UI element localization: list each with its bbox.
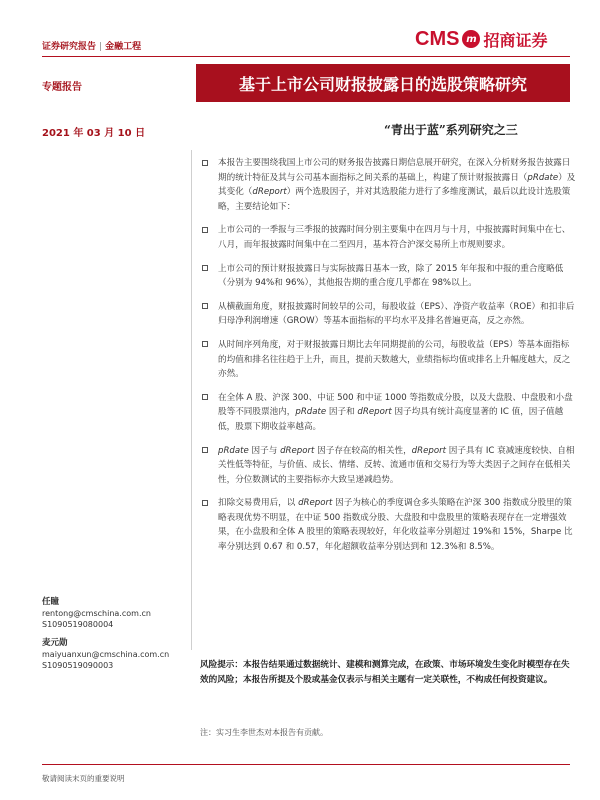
summary-item-text: 从时间序列角度，对于财报披露日期比去年同期提前的公司，每股收益（EPS）等基本面指标的均值和排名往往趋于上升，而且，提前天数越大，业绩指标均值或排名上升幅度越大，反之亦然。 xyxy=(218,339,571,380)
report-title-text: 基于上市公司财报披露日的选股策略研究 xyxy=(238,74,527,94)
summary-item xyxy=(200,300,576,329)
header-separator: | xyxy=(99,42,103,52)
analyst-license: S1090519080004 xyxy=(42,620,114,629)
summary-item xyxy=(200,262,576,291)
summary-item-text: 从横截面角度，财报披露时间较早的公司，每股收益（EPS）、净资产收益率（ROE）和扣非后归母净利润增速（GROW）等基本面指标的平均水平及排名普遍更高，反之亦然。 xyxy=(218,301,575,327)
summary-item xyxy=(200,156,576,214)
header-divider xyxy=(42,56,570,57)
square-bullet-icon xyxy=(202,303,208,309)
footer-disclaimer: 敬请阅读末页的重要说明 xyxy=(42,774,125,783)
report-date: 2021 年 03 月 10 日 xyxy=(42,128,146,139)
summary-item xyxy=(200,444,576,488)
risk-label: 风险提示： xyxy=(200,660,243,670)
analyst-block xyxy=(42,638,169,671)
summary-item-text: 上市公司的一季报与三季报的披露时间分别主要集中在四月与十月，中报披露时间集中在七、八月，而年报披露时间集中在二至四月，基本符合沪深交易所上市规则要求。 xyxy=(218,225,571,250)
square-bullet-icon xyxy=(202,500,208,506)
square-bullet-icon xyxy=(202,394,208,400)
logo-en-text: CMS xyxy=(415,27,460,50)
header-category xyxy=(42,39,141,52)
header-category-label: 证券研究报告 xyxy=(42,42,97,52)
summary-item-text: 本报告主要围绕我国上市公司的财务报告披露日期信息展开研究，在深入分析财务报告披露日期的统计特征及其与公司基本面指标之间关系的基础上，构建了预计财报披露日（pRdate）及其变化（dReport）两个选股因子，并对其选股能力进行了多维度测试，最后以此设计选股策略，主要结论如下： xyxy=(218,158,576,212)
risk-warning xyxy=(200,658,576,687)
logo-cn-text: 招商证券 xyxy=(483,30,548,50)
square-bullet-icon xyxy=(202,227,208,233)
header-subcategory-label: 金融工程 xyxy=(105,42,142,52)
summary-item xyxy=(200,223,576,252)
square-bullet-icon xyxy=(202,160,208,166)
report-type: 专题报告 xyxy=(42,82,82,93)
summary-item xyxy=(200,496,576,554)
analyst-name: 任瞳 xyxy=(42,597,60,607)
summary-list xyxy=(200,156,576,564)
analyst-name: 麦元勋 xyxy=(42,638,68,648)
analyst-email[interactable]: rentong@cmschina.com.cn xyxy=(42,609,151,618)
column-divider xyxy=(191,150,192,650)
summary-item xyxy=(200,338,576,382)
analyst-license: S1090519090003 xyxy=(42,661,114,670)
summary-item-text: pRdate 因子与 dReport 因子存在较高的相关性，dReport 因子具有 IC 衰减速度较快、自相关性低等特征，与价值、成长、情绪、反转、流通市值和交易行为等大类因子之间存在低相关性，分位数测试的主要指标亦大致呈递减趋势。 xyxy=(218,445,575,485)
summary-item-text: 扣除交易费用后，以 dReport 因子为核心的季度调仓多头策略在沪深 300 指数成分股里的策略表现优势不明显，在中证 500 指数成分股、大盘股和中盘股里的策略表现存在一定增强效果，在小盘股和全体 A 股里的策略表现较好，年化收益率分别超过 19%和 15%，Sharpe 比率分别达到 0.67 和 0.57，年化超额收益率分别达到和 12.3%和 8.5%。 xyxy=(218,498,573,553)
logo-badge-icon: m xyxy=(462,30,480,48)
risk-text: 本报告结果通过数据统计、建模和测算完成，在政策、市场环境发生变化时模型存在失效的风险；本报告所提及个股或基金仅表示与相关主题有一定关联性，不构成任何投资建议。 xyxy=(200,660,570,685)
summary-item-text: 上市公司的预计财报披露日与实际披露日基本一致，除了 2015 年年报和中报的重合度略低（分别为 94%和 96%），其他报告期的重合度几乎都在 98%以上。 xyxy=(218,263,564,289)
square-bullet-icon xyxy=(202,341,208,347)
summary-item-text: 在全体 A 股、沪深 300、中证 500 和中证 1000 等指数成分股，以及大盘股、中盘股和小盘股等不同股票池内，pRdate 因子和 dReport 因子均具有统计高度显著的 IC 值，因子值越低，股票下期收益率越高。 xyxy=(218,392,573,432)
analyst-block xyxy=(42,597,151,630)
square-bullet-icon xyxy=(202,447,208,453)
report-title xyxy=(196,64,570,102)
analyst-email[interactable]: maiyuanxun@cmschina.com.cn xyxy=(42,650,170,659)
intern-note: 注：实习生李世杰对本报告有贡献。 xyxy=(200,728,328,737)
square-bullet-icon xyxy=(202,265,208,271)
series-title: “青出于蓝”系列研究之三 xyxy=(384,123,518,137)
cms-logo xyxy=(415,26,565,52)
summary-item xyxy=(200,391,576,435)
footer-divider xyxy=(42,764,570,765)
